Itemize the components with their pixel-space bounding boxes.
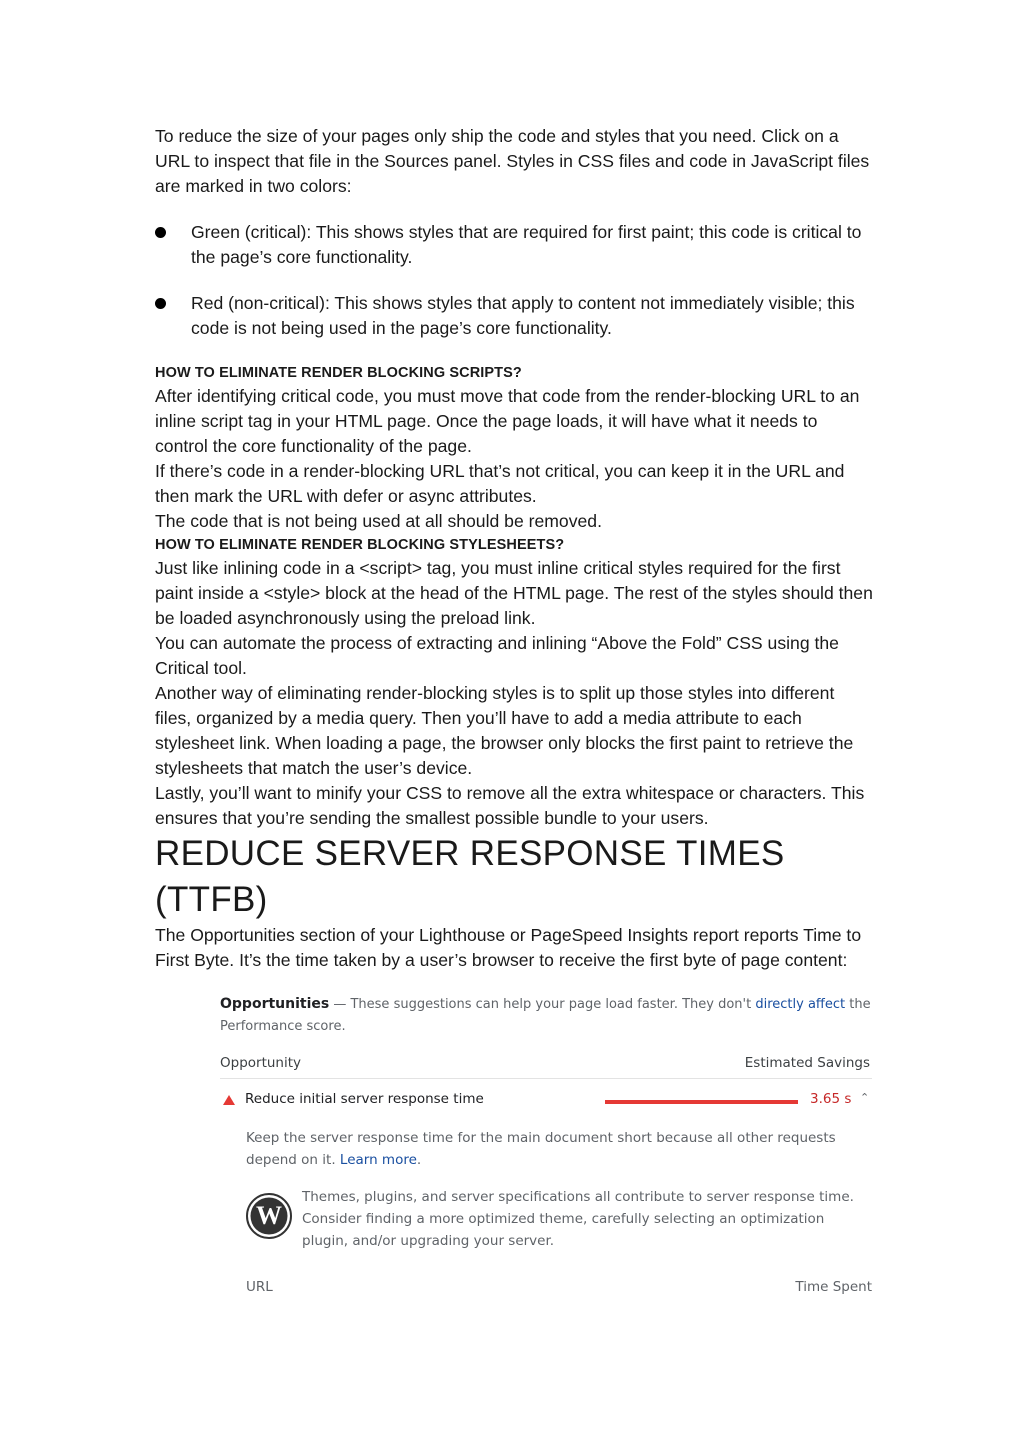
color-legend-list bbox=[155, 220, 875, 341]
svg-text:W: W bbox=[256, 1201, 282, 1230]
opportunities-title: Opportunities bbox=[220, 996, 330, 1012]
paragraph: Another way of eliminating render-blocking styles is to split up those styles into different files, organized by a media query. Then you’ll have to add a media attribute to each stylesheet link. When loading a page, the browser only blocks the first paint to retrieve the stylesheets that match the user’s device. bbox=[155, 683, 854, 778]
opportunity-row[interactable] bbox=[220, 1091, 872, 1113]
intro-paragraph: To reduce the size of your pages only ship the code and styles that you need. Click on a URL to inspect that file in the Sources panel. Styles in CSS files and code in JavaScript files are marked in two colors: bbox=[155, 126, 870, 196]
list-item: Green (critical): This shows styles that are required for first paint; this code is critical to the page’s core functionality. bbox=[155, 220, 875, 270]
url-column-header: URL bbox=[246, 1279, 273, 1295]
ttfb-heading: REDUCE SERVER RESPONSE TIMES (TTFB) bbox=[155, 834, 785, 919]
bullet-icon bbox=[155, 298, 166, 309]
details-table-header bbox=[246, 1279, 872, 1295]
chevron-up-icon[interactable]: ⌃ bbox=[860, 1091, 870, 1104]
opportunity-label: Reduce initial server response time bbox=[245, 1091, 484, 1107]
estimated-savings-column-header: Estimated Savings bbox=[744, 1055, 870, 1071]
stylesheets-heading: HOW TO ELIMINATE RENDER BLOCKING STYLESHEETS? bbox=[155, 537, 565, 553]
savings-bar bbox=[605, 1100, 798, 1104]
paragraph: If there’s code in a render-blocking URL that’s not critical, you can keep it in the URL and then mark the URL with defer or async attributes. bbox=[155, 461, 845, 506]
document-body bbox=[155, 124, 875, 973]
wordpress-tip-text: Themes, plugins, and server specifications all contribute to server response time. Consider finding a more optimized theme, carefully selecting an optimization plugin, and/or upgrading your server. bbox=[302, 1189, 854, 1249]
paragraph: After identifying critical code, you must move that code from the render-blocking URL to an inline script tag in your HTML page. Once the page loads, it will have what it needs to control the core functionality of the page. bbox=[155, 386, 860, 456]
opportunity-column-header: Opportunity bbox=[220, 1055, 302, 1071]
wordpress-logo-icon bbox=[246, 1193, 292, 1239]
paragraph: The code that is not being used at all should be removed. bbox=[155, 511, 602, 531]
savings-value: 3.65 s bbox=[810, 1091, 852, 1107]
scripts-heading: HOW TO ELIMINATE RENDER BLOCKING SCRIPTS? bbox=[155, 365, 522, 381]
opportunity-description: Keep the server response time for the main document short because all other requests depend on it. Learn more. bbox=[246, 1130, 836, 1168]
list-item: Red (non-critical): This shows styles that apply to content not immediately visible; this code is not being used in the page’s core functionality. bbox=[155, 291, 875, 341]
directly-affect-link[interactable]: directly affect bbox=[755, 997, 846, 1012]
ttfb-paragraph: The Opportunities section of your Lighthouse or PageSpeed Insights report reports Time to First Byte. It’s the time taken by a user’s browser to receive the first byte of page content: bbox=[155, 925, 862, 970]
paragraph: Just like inlining code in a <script> tag, you must inline critical styles required for the first paint inside a <style> block at the head of the HTML page. The rest of the styles should then be loaded asynchronously using the preload link. bbox=[155, 558, 873, 628]
time-spent-column-header: Time Spent bbox=[795, 1279, 872, 1295]
paragraph: Lastly, you’ll want to minify your CSS to remove all the extra whitespace or characters. This ensures that you’re sending the smallest possible bundle to your users. bbox=[155, 783, 865, 828]
table-header bbox=[220, 1055, 872, 1079]
bullet-icon bbox=[155, 227, 166, 238]
paragraph: You can automate the process of extracting and inlining “Above the Fold” CSS using the Critical tool. bbox=[155, 633, 839, 678]
warning-triangle-icon bbox=[223, 1095, 235, 1105]
opportunities-header: Opportunities — These suggestions can help your page load faster. They don't directly affect the Performance score. bbox=[220, 996, 871, 1034]
lighthouse-opportunities-screenshot bbox=[220, 993, 872, 1303]
learn-more-link[interactable]: Learn more bbox=[339, 1152, 417, 1168]
